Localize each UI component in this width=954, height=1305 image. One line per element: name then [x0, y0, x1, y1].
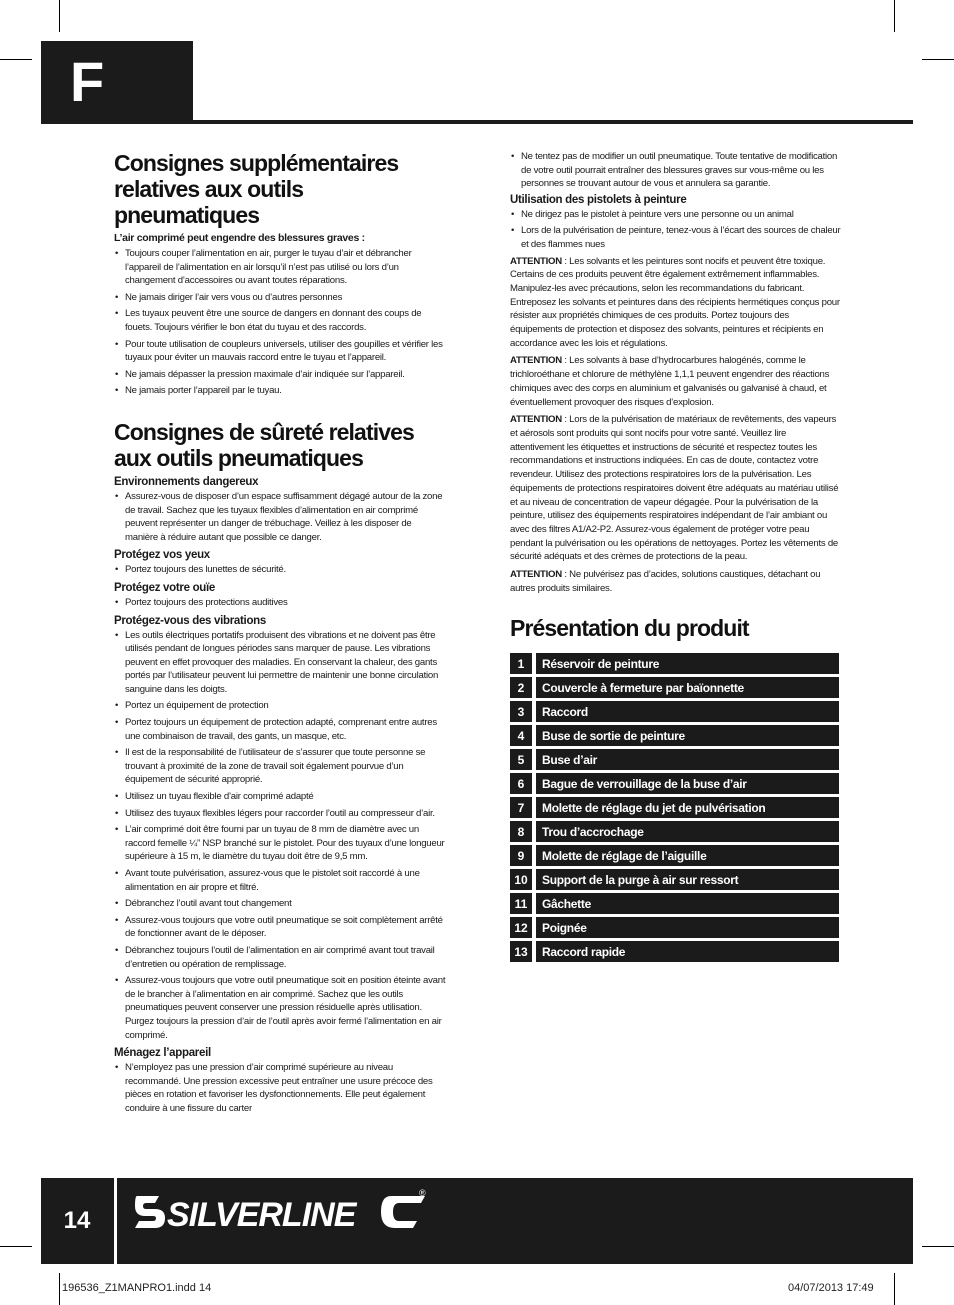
list-item: • Les tuyaux peuvent être une source de dangers en donnant des coups de fouets. Toujours vérifier le bon état du tuyau et des raccords. — [114, 307, 446, 334]
vibrations-list — [114, 629, 446, 1043]
part-number: 8 — [510, 821, 532, 842]
part-label: Couvercle à fermeture par baïonnette — [536, 677, 839, 698]
part-number: 2 — [510, 677, 532, 698]
subheading-vibrations: Protégez-vous des vibrations — [114, 614, 266, 627]
part-label: Raccord rapide — [536, 941, 839, 962]
part-number: 11 — [510, 893, 532, 914]
part-number: 9 — [510, 845, 532, 866]
list-item: • Utilisez des tuyaux flexibles légers pour raccorder l’outil au compresseur d’air. — [114, 807, 446, 821]
list-item: • Pour toute utilisation de coupleurs universels, utiliser des goupilles et vérifier les tuyaux pour éviter un mauvais raccord entre le tuyau et l’appareil. — [114, 338, 446, 365]
crop-mark — [0, 59, 32, 60]
header-rule — [41, 120, 913, 124]
silverline-logo — [133, 1188, 433, 1236]
list-item: • Portez toujours des lunettes de sécurité. — [114, 563, 446, 577]
part-row — [510, 773, 842, 794]
crop-mark — [0, 1246, 32, 1247]
section-title-pneumatic-extra: Consignes supplémentaires relatives aux outils pneumatiques — [114, 150, 399, 228]
compressed-air-warning: L’air comprimé peut engendre des blessures graves : — [114, 232, 365, 244]
attention-paragraph-3: ATTENTION : Lors de la pulvérisation de matériaux de revêtements, des vapeurs et aérosols sont produits qui sont nocifs pour votre santé. Veuillez lire attentivement les étiquettes et instructions de sécurité et respectez toutes les recommandations et instructions indiquées. En cas de doute, contactez votre revendeur. Utilisez des protections respiratoires lors de la pulvérisation. Les équipements de protections respiratoires doivent être adéquats au matériau utilisé et au niveau de concentration de vapeur dégagée. Pour la pulvérisation de la peinture, utilisez des équipements respiratoires indépendant de l’air ambiant ou avec des filtres A1/A2-P2. Assurez-vous également de protéger votre peau pendant la pulvérisation ou les opérations de nettoyages. Portez les vêtements de sécurité adéquats et des crèmes de protections de la peau. — [510, 414, 839, 563]
part-number: 6 — [510, 773, 532, 794]
right-column — [510, 150, 842, 965]
list-item: • Toujours couper l’alimentation en air, purger le tuyau d’air et débrancher l’appareil de l’alimentation en air lorsqu’il n’est pas utilisé ou lors d’un changement d’accessoires ou avant toutes réparations. — [114, 247, 446, 288]
part-number: 1 — [510, 653, 532, 674]
attention-label: ATTENTION — [510, 569, 562, 581]
part-row — [510, 677, 842, 698]
attention-label: ATTENTION — [510, 414, 562, 426]
part-row — [510, 869, 842, 890]
part-row — [510, 653, 842, 674]
part-number: 3 — [510, 701, 532, 722]
list-item: • Débranchez l’outil avant tout changement — [114, 897, 446, 911]
list-item: • Ne jamais porter l’appareil par le tuyau. — [114, 384, 446, 398]
part-label: Buse de sortie de peinture — [536, 725, 839, 746]
eyes-list — [114, 563, 446, 577]
ears-list — [114, 596, 446, 610]
part-number: 5 — [510, 749, 532, 770]
part-number: 12 — [510, 917, 532, 938]
part-row — [510, 845, 842, 866]
list-item: • Avant toute pulvérisation, assurez-vous que le pistolet soit raccordé à une alimentation en air propre et filtré. — [114, 867, 446, 894]
subheading-eyes: Protégez vos yeux — [114, 549, 210, 562]
part-label: Raccord — [536, 701, 839, 722]
part-row — [510, 917, 842, 938]
part-label: Réservoir de peinture — [536, 653, 839, 674]
list-item: • L’air comprimé doit être fourni par un tuyau de 8 mm de diamètre avec un raccord femelle ¼” NSP branché sur le pistolet. Pour des tuyaux d’une longueur supérieure à 15 m, le diamètre du tuyau doit être de 9,5 mm. — [114, 823, 446, 864]
part-row — [510, 797, 842, 818]
list-item: • Débranchez toujours l’outil de l’alimentation en air comprimé avant tout travail d’entretien ou opération de remplissage. — [114, 944, 446, 971]
list-item: • Les outils électriques portatifs produisent des vibrations et ne doivent pas être utilisés pendant de longues périodes sans marquer de pause. Les vibrations peuvent en effet provoquer des maladies. En conservant la chaleur, des gants portés par l’utilisateur peuvent lui permettre de maintenir une bonne circulation sanguine dans les doigts. — [114, 629, 446, 697]
crop-mark — [894, 0, 895, 32]
part-label: Poignée — [536, 917, 839, 938]
attention-label: ATTENTION — [510, 355, 562, 367]
attention-paragraph-2: ATTENTION : Les solvants à base d’hydrocarbures halogénés, comme le trichloroéthane et chlorure de méthylène 1,1,1 peuvent engendrer des réactions chimiques avec des corps en aluminium et galvanisés ou galvanisé à chaud, et éventuellement provoquer des risques d’explosion. — [510, 355, 830, 408]
brand-wordmark: SILVERLINE — [167, 1196, 356, 1234]
section-title-pneumatic-safety: Consignes de sûreté relatives aux outils pneumatiques — [114, 418, 414, 471]
registered-mark: ® — [419, 1188, 426, 1198]
list-item: • Portez toujours des protections auditives — [114, 596, 446, 610]
part-label: Support de la purge à air sur ressort — [536, 869, 839, 890]
list-item: • Utilisez un tuyau flexible d’air comprimé adapté — [114, 790, 446, 804]
hazardous-env-list — [114, 490, 446, 544]
subheading-tool-care: Ménagez l’appareil — [114, 1047, 211, 1060]
attention-paragraph-1: ATTENTION : Les solvants et les peintures sont nocifs et peuvent être toxique. Certains de ces produits peuvent être également extrêmement inflammables. Manipulez-les avec précautions, selon les recommandations du fabricant. Entreposez les solvants et peintures dans des récipients hermétiques conçus pour résister aux propriétés chimiques de ces produits. Portez toujours des équipements de protection et disposez des solvants, peintures et récipients en accordance avec les lois et régulations. — [510, 255, 840, 349]
crop-mark — [59, 0, 60, 32]
subheading-ears: Protégez votre ouïe — [114, 581, 216, 594]
list-item: • Il est de la responsabilité de l’utilisateur de s’assurer que toute personne se trouvant à proximité de la zone de travail soit également pourvue d’un équipement de sécurité approprié. — [114, 746, 446, 787]
part-number: 10 — [510, 869, 532, 890]
footer-divider — [114, 1178, 117, 1264]
section-title-product-overview: Présentation du produit — [510, 615, 749, 642]
part-label: Molette de réglage du jet de pulvérisation — [536, 797, 839, 818]
section-tab — [41, 41, 193, 123]
part-row — [510, 749, 842, 770]
part-number: 13 — [510, 941, 532, 962]
list-item: • Ne tentez pas de modifier un outil pneumatique. Toute tentative de modification de votre outil pourrait entraîner des blessures graves sur vous-même ou les personnes se trouvant autour de vous et annulera sa garantie. — [510, 150, 842, 191]
part-label: Bague de verrouillage de la buse d’air — [536, 773, 839, 794]
part-row — [510, 893, 842, 914]
slug-file-info: 196536_Z1MANPRO1.indd 14 — [62, 1282, 212, 1294]
tool-care-list — [114, 1061, 446, 1115]
subheading-spray-guns: Utilisation des pistolets à peinture — [510, 193, 687, 206]
modification-warning-list — [510, 150, 842, 191]
spray-guns-list — [510, 208, 842, 252]
list-item: • Ne dirigez pas le pistolet à peinture vers une personne ou un animal — [510, 208, 842, 222]
left-column — [114, 150, 446, 1119]
list-item: • Assurez-vous toujours que votre outil pneumatique soit en position éteinte avant de le brancher à l’alimentation en air comprimé. Sachez que les outils pneumatiques peuvent conserver une pression résiduelle après utilisation. Purgez toujours la pression d’air de l’outil après avoir fermé l’alimentation en air comprimé. — [114, 974, 446, 1042]
attention-paragraph-4: ATTENTION : Ne pulvérisez pas d’acides, solutions caustiques, détachant ou autres produits similaires. — [510, 569, 821, 594]
section-letter: F — [70, 50, 105, 113]
list-item: • Lors de la pulvérisation de peinture, tenez-vous à l’écart des sources de chaleur et des flammes nues — [510, 224, 842, 251]
part-row — [510, 701, 842, 722]
subheading-hazardous-env: Environnements dangereux — [114, 475, 259, 488]
list-item: • N’employez pas une pression d’air comprimé supérieure au niveau recommandé. Une pression excessive peut entraîner une usure précoce des pièces en rotation et favoriser les dysfonctionnements. Elle peut également conduire à une fissure du carter — [114, 1061, 446, 1115]
part-row — [510, 941, 842, 962]
page-number: 14 — [63, 1207, 91, 1234]
part-row — [510, 821, 842, 842]
slug-date-time: 04/07/2013 17:49 — [788, 1282, 874, 1294]
part-row — [510, 725, 842, 746]
part-number: 7 — [510, 797, 532, 818]
list-item: • Portez toujours un équipement de protection adapté, comprenant entre autres une combinaison de travail, des gants, un masque, etc. — [114, 716, 446, 743]
part-label: Gâchette — [536, 893, 839, 914]
crop-mark — [922, 1246, 954, 1247]
list-item: • Ne jamais dépasser la pression maximale d’air indiquée sur l’appareil. — [114, 368, 446, 382]
part-label: Trou d’accrochage — [536, 821, 839, 842]
part-number: 4 — [510, 725, 532, 746]
parts-list — [510, 653, 842, 962]
pneumatic-extra-list — [114, 247, 446, 398]
crop-mark — [922, 59, 954, 60]
part-label: Buse d’air — [536, 749, 839, 770]
crop-mark — [59, 1273, 60, 1305]
list-item: • Assurez-vous toujours que votre outil pneumatique se soit complètement arrêté de fonctionner avant de le déposer. — [114, 914, 446, 941]
attention-label: ATTENTION — [510, 255, 562, 267]
list-item: • Ne jamais diriger l’air vers vous ou d’autres personnes — [114, 291, 446, 305]
part-label: Molette de réglage de l’aiguille — [536, 845, 839, 866]
list-item: • Portez un équipement de protection — [114, 699, 446, 713]
list-item: • Assurez-vous de disposer d’un espace suffisamment dégagé autour de la zone de travail. Sachez que les tuyaux flexibles d’alimentation en air comprimé peuvent représenter un danger de trébuchage. Veillez à les disposer de manière à réduire autant que possible ce danger. — [114, 490, 446, 544]
crop-mark — [894, 1273, 895, 1305]
